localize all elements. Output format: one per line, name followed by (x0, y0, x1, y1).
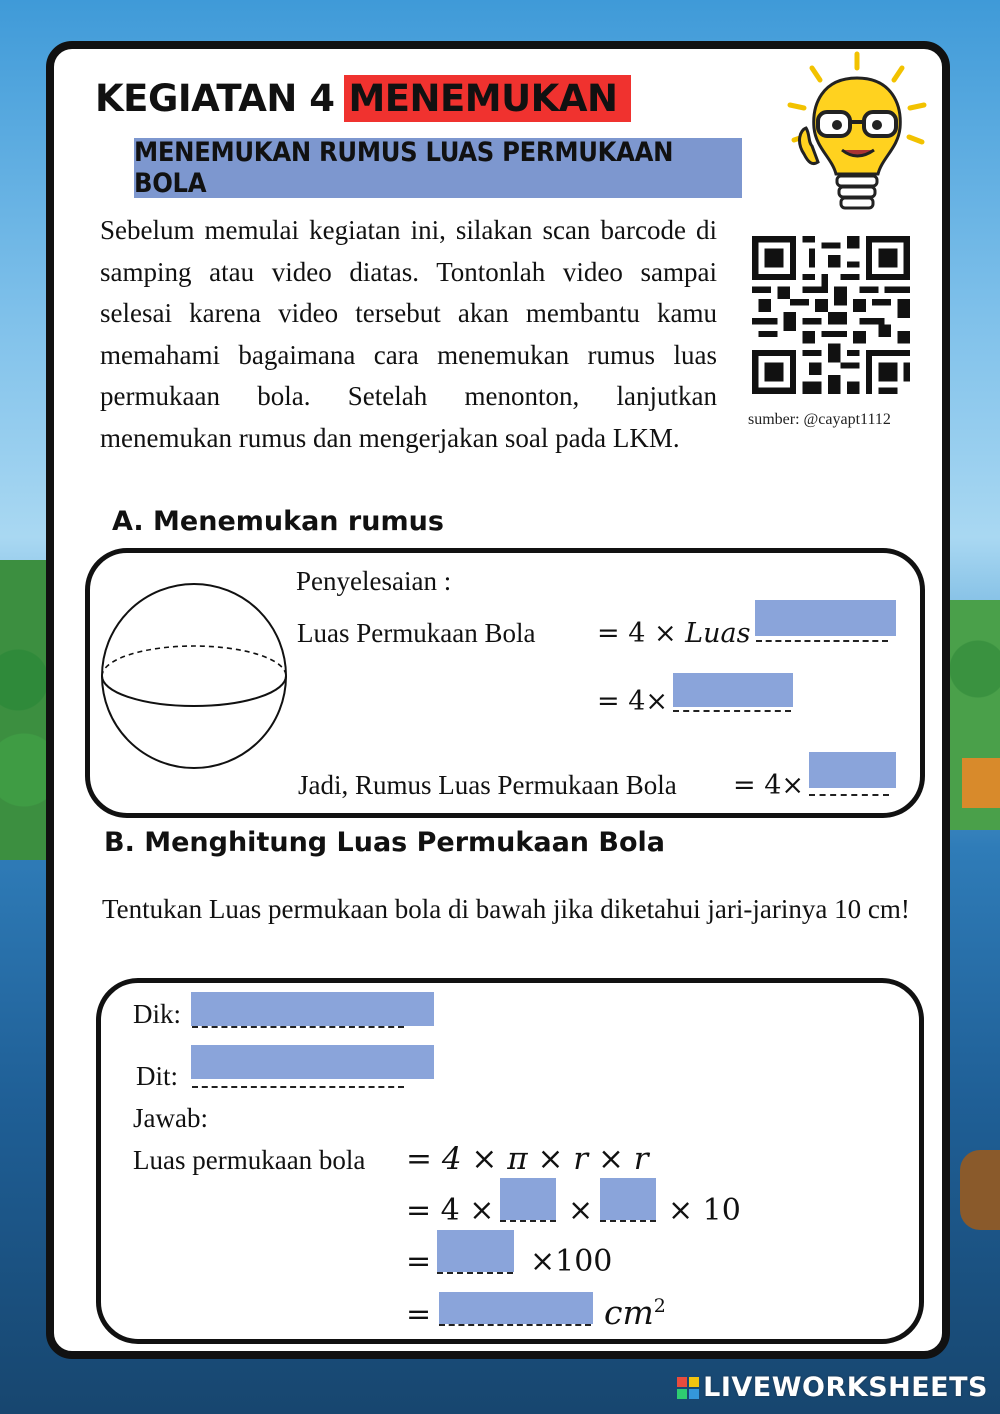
luas-permukaan-label: Luas Permukaan Bola (297, 618, 536, 648)
qr-code-icon[interactable] (752, 236, 910, 394)
step1-times: × (568, 1193, 594, 1228)
qr-caption: sumber: @cayapt1112 (748, 411, 891, 428)
step1-blank-2[interactable] (600, 1178, 656, 1220)
subtitle-banner: MENEMUKAN RUMUS LUAS PERMUKAAN BOLA (134, 138, 742, 198)
answer-blank-a1[interactable] (755, 600, 896, 636)
formula-line2: = 4× (597, 686, 669, 717)
liveworksheets-icon (677, 1377, 699, 1399)
dit-label: Dit: (136, 1061, 179, 1091)
intro-paragraph: Sebelum memulai kegiatan ini, silakan scan barcode di samping atau video diatas. Tontonlah video sampai selesai karena video tersebut akan membantu kamu memahami bagaimana cara menemukan rumus luas permukaan bola. Setelah menonton, lanjutkan menemukan rumus dan mengerjakan soal pada LKM. (100, 215, 717, 453)
jawab-label: Jawab: (133, 1103, 208, 1133)
answer-blank-a2[interactable] (673, 673, 793, 707)
background-boat (960, 1150, 1000, 1230)
title-main: KEGIATAN 4 (95, 76, 335, 120)
dik-answer-blank[interactable] (191, 992, 434, 1026)
dit-answer-blank[interactable] (191, 1045, 434, 1079)
section-b-heading: B. Menghitung Luas Permukaan Bola (104, 827, 666, 858)
formula-line1-expr: = 4 × (597, 618, 686, 649)
formula-line1-var: Luas (685, 618, 751, 649)
question-text: Tentukan Luas permukaan bola di bawah jika diketahui jari-jarinya 10 cm! (102, 894, 910, 924)
section-a-heading: A. Menemukan rumus (112, 506, 444, 537)
step1-start: = 4 × (406, 1193, 495, 1228)
step2-start: = (406, 1244, 432, 1279)
formula-expression: = 4 × π × r × r (406, 1141, 649, 1177)
step1-end: × 10 (668, 1193, 741, 1228)
step3-unit (604, 1293, 666, 1332)
title-accent: MENEMUKAN (344, 75, 631, 122)
penyelesaian-label: Penyelesaian : (296, 566, 452, 596)
unit-cm: cm (604, 1293, 654, 1332)
step1-blank-1[interactable] (500, 1178, 556, 1220)
step3-blank[interactable] (439, 1292, 593, 1324)
liveworksheets-logo[interactable] (677, 1372, 988, 1403)
dik-label: Dik: (133, 999, 182, 1029)
formula-label: Luas permukaan bola (133, 1145, 366, 1175)
answer-blank-a3[interactable] (809, 752, 896, 788)
unit-exponent: 2 (653, 1295, 666, 1317)
sphere-diagram-icon (98, 580, 290, 772)
liveworksheets-brand: LIVEWORKSHEETS (703, 1372, 988, 1403)
page-title (95, 68, 631, 128)
conclusion-label: Jadi, Rumus Luas Permukaan Bola (298, 770, 677, 800)
step2-blank[interactable] (437, 1230, 514, 1272)
background-hut (962, 758, 1000, 808)
step3-start: = (406, 1297, 432, 1332)
lightbulb-mascot-icon (782, 50, 932, 220)
step2-end: ×100 (530, 1244, 613, 1279)
formula-line1 (597, 618, 750, 649)
conclusion-expr: = 4× (733, 770, 805, 801)
